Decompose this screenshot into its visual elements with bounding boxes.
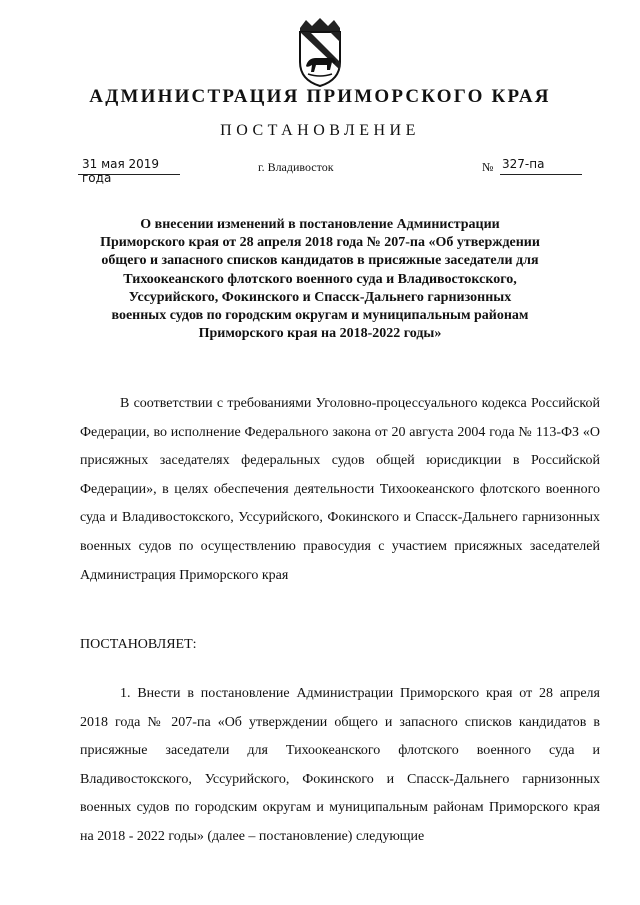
preamble-paragraph: В соответствии с требованиями Уголовно-процессуального кодекса Российской Федерации, во исполнение Федерального закона от 20 августа 2004 года № 113-ФЗ «О присяжных заседателях федеральных судов общей юрисдикции в Российской Федерации», в целях обеспечения деятельности Тихоокеанского флотского военного суда и Владивостокского, Уссурийского, Фокинского и Спасск-Дальнего гарнизонных военных судов по осуществлению правосудия с участием присяжных заседателей Администрация Приморского края <box>80 396 600 583</box>
document-city: г. Владивосток <box>258 160 334 174</box>
decree-word: ПОСТАНОВЛЯЕТ: <box>80 637 197 652</box>
document-number: 327-па <box>500 157 582 175</box>
coat-of-arms-icon <box>286 18 354 88</box>
item-1-paragraph: 1. Внести в постановление Администрации Приморского края от 28 апреля 2018 года № 207-па «Об утверждении общего и запасного списков кандидатов в присяжные заседатели для Тихоокеанского флотского военного суда и Владивостокского, Уссурийского, Фокинского и Спасск-Дальнего гарнизонных военных судов по городским округам и муниципальным районам Приморского края на 2018 - 2022 годы» (далее – постановление) следующие <box>80 686 600 844</box>
organization-name: АДМИНИСТРАЦИЯ ПРИМОРСКОГО КРАЯ <box>89 86 551 107</box>
document-title: О внесении изменений в постановление Администрации Приморского края от 28 апреля 2018 года № 207-па «Об утверждении общего и запасного списков кандидатов в присяжные заседатели для Тихоокеанского флотского военного суда и Владивостокского, Уссурийского, Фокинского и Спасск-Дальнего гарнизонных военных судов по городским округам и муниципальным районам Приморского края на 2018-2022 годы» <box>100 217 540 342</box>
number-sign: № <box>482 160 494 174</box>
document-date: 31 мая 2019 года <box>78 157 180 175</box>
document-type: ПОСТАНОВЛЕНИЕ <box>220 122 420 139</box>
